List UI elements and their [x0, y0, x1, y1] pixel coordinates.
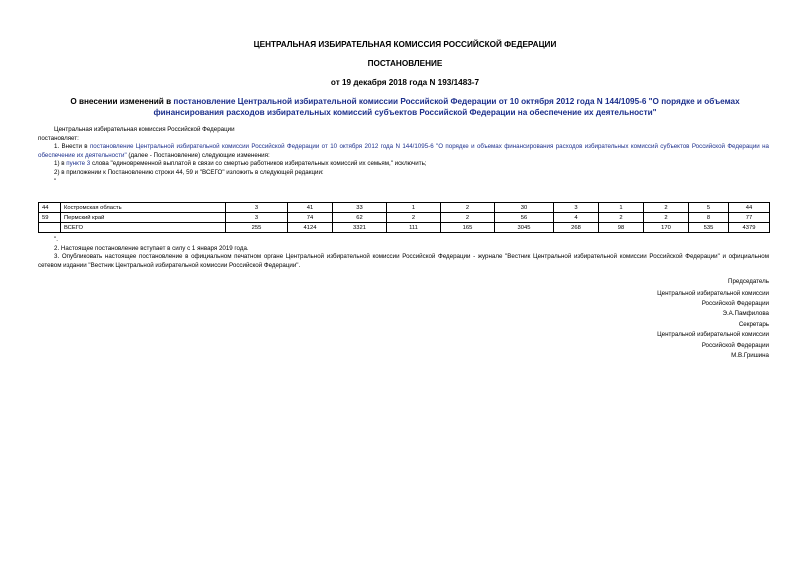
signature-chairman-org: Центральной избирательной комиссии: [657, 290, 769, 297]
value-cell: 4379: [729, 223, 770, 233]
org-heading: ЦЕНТРАЛЬНАЯ ИЗБИРАТЕЛЬНАЯ КОМИССИЯ РОССИЙСКОЙ ФЕДЕРАЦИИ: [253, 40, 557, 49]
item-3: 3. Опубликовать настоящее постановление в официальном печатном органе Центральной избирательной комиссии Российской Федерации - журнале "Вестник Центральной избирательной комиссии Российской Федерации" и официальном сетевом издании "Вестник Центральной избирательной комиссии Российской Федерации".: [38, 253, 769, 269]
value-cell: 44: [729, 203, 770, 213]
value-cell: 56: [495, 213, 554, 223]
item-2: 2. Настоящее постановление вступает в силу с 1 января 2019 года.: [54, 244, 249, 252]
value-cell: 62: [333, 213, 387, 223]
date-number-heading: от 19 декабря 2018 года N 193/1483-7: [330, 78, 480, 87]
sub-item-1-prefix: 1) в: [54, 160, 67, 168]
value-cell: 1: [387, 203, 441, 213]
row-number-cell: [39, 223, 61, 233]
title-link[interactable]: постановление Центральной избирательной комиссии Российской Федерации от 10 октября 2012 года N 144/1095-6 "О порядке и объемах финансирования расходов избирательных комиссий субъектов Российской Федерации на обеспечение их деятельности": [153, 97, 740, 117]
value-cell: 2: [644, 203, 689, 213]
value-cell: 535: [689, 223, 729, 233]
value-cell: 5: [689, 203, 729, 213]
value-cell: 77: [729, 213, 770, 223]
quote-open: ": [54, 177, 57, 185]
item-1: [38, 143, 769, 160]
table-row: [39, 213, 770, 223]
sub-item-1-link[interactable]: пункте 3: [66, 160, 91, 168]
value-cell: 33: [333, 203, 387, 213]
signature-secretary-name: М.В.Гришина: [731, 352, 769, 359]
signature-secretary-title: Секретарь: [738, 321, 769, 328]
value-cell: 255: [226, 223, 288, 233]
value-cell: 170: [644, 223, 689, 233]
value-cell: 41: [288, 203, 333, 213]
signature-chairman-name: Э.А.Памфилова: [722, 310, 769, 317]
value-cell: 1: [599, 203, 644, 213]
value-cell: 3321: [333, 223, 387, 233]
value-cell: 111: [387, 223, 441, 233]
quote-close: ".: [54, 236, 58, 243]
sub-item-1-suffix: слова "единовременной выплатой в связи со смертью работников избирательных комиссий их семьям," исключить;: [90, 160, 427, 168]
value-cell: 2: [387, 213, 441, 223]
region-cell: Пермский край: [61, 213, 226, 223]
amendment-table: [38, 202, 770, 233]
sub-item-1: [38, 160, 769, 169]
value-cell: 30: [495, 203, 554, 213]
table-row: [39, 223, 770, 233]
intro-line-1: Центральная избирательная комиссия Российской Федерации: [54, 126, 235, 133]
item-1-link[interactable]: постановление Центральной избирательной комиссии Российской Федерации от 10 октября 2012 года N 144/1095-6 "О порядке и объемах финансирования расходов избирательных комиссий субъектов Российской Федерации на обеспечение их деятельности": [38, 143, 769, 159]
value-cell: 2: [441, 213, 495, 223]
value-cell: 8: [689, 213, 729, 223]
value-cell: 3: [226, 203, 288, 213]
table-row: [39, 203, 770, 213]
value-cell: 268: [554, 223, 599, 233]
region-cell: Костромская область: [61, 203, 226, 213]
signature-chairman-title: Председатель: [728, 278, 769, 285]
value-cell: 98: [599, 223, 644, 233]
body-lower: [38, 236, 769, 270]
region-cell: ВСЕГО: [61, 223, 226, 233]
row-number-cell: 44: [39, 203, 61, 213]
value-cell: 4124: [288, 223, 333, 233]
value-cell: 74: [288, 213, 333, 223]
value-cell: 2: [644, 213, 689, 223]
value-cell: 2: [599, 213, 644, 223]
value-cell: 4: [554, 213, 599, 223]
item-1-prefix: 1. Внести в: [54, 143, 90, 151]
signature-secretary-org: Центральной избирательной комиссии: [657, 331, 769, 338]
signature-secretary-country: Российской Федерации: [701, 342, 769, 349]
value-cell: 2: [441, 203, 495, 213]
signature-chairman-country: Российской Федерации: [701, 300, 769, 307]
body-upper: [38, 126, 769, 186]
value-cell: 3: [226, 213, 288, 223]
document-title: [36, 96, 774, 118]
sub-item-2: 2) в приложении к Постановлению строки 44, 59 и "ВСЕГО" изложить в следующей редакции:: [54, 168, 324, 176]
value-cell: 3045: [495, 223, 554, 233]
row-number-cell: 59: [39, 213, 61, 223]
intro-line-2: постановляет:: [38, 134, 79, 142]
value-cell: 3: [554, 203, 599, 213]
item-1-suffix: (далее - Постановление) следующие изменения:: [126, 151, 270, 159]
title-prefix: О внесении изменений в: [70, 97, 174, 106]
doc-type-heading: ПОСТАНОВЛЕНИЕ: [367, 59, 443, 68]
value-cell: 165: [441, 223, 495, 233]
